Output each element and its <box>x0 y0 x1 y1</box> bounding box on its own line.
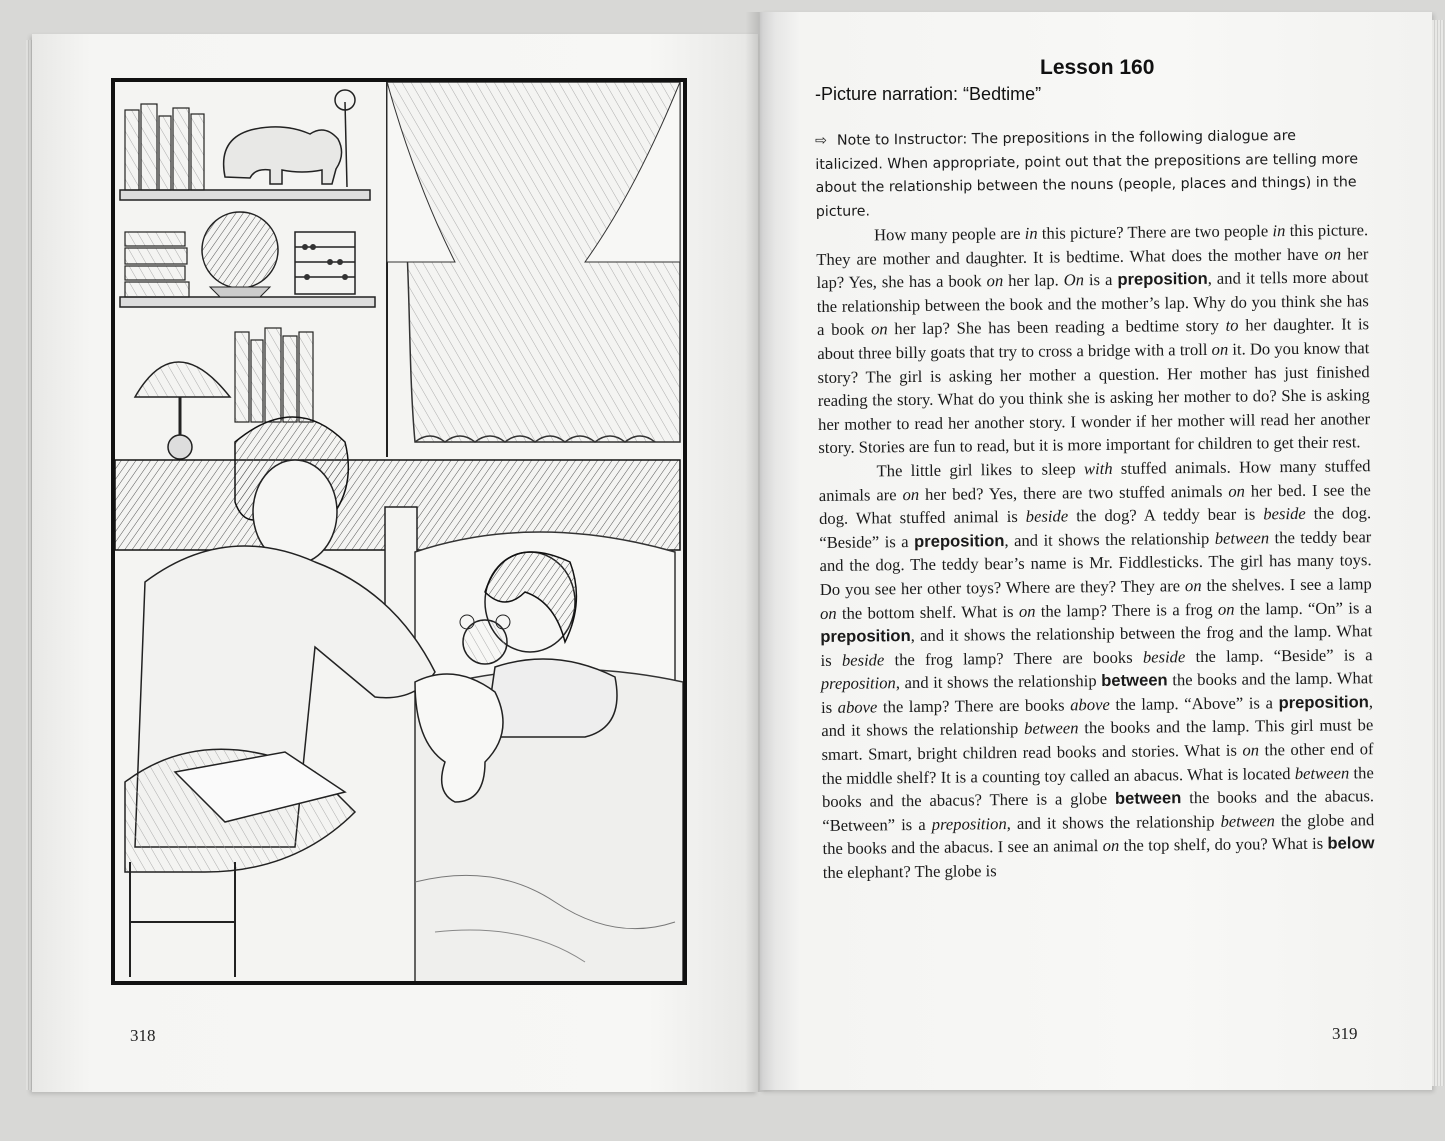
p1-keyword: preposition <box>1117 269 1208 290</box>
p2-prep: on <box>819 603 837 623</box>
p1-prep: On <box>1063 270 1085 290</box>
p2-text: the teddy bear and the dog. The teddy bear’s name is Mr. Fiddlesticks. The girl has many toys. Do you see her other toys? Where are they? They are <box>819 526 1372 599</box>
p1-prep: on <box>986 271 1004 291</box>
right-page-number: 319 <box>1332 1024 1358 1043</box>
p2-prep: on <box>1184 575 1202 596</box>
p2-text: , and it shows the relationship <box>1006 811 1221 833</box>
p1-prep: to <box>1225 315 1239 336</box>
p2-prep: beside <box>1025 506 1069 526</box>
p2-keyword: between <box>1114 788 1182 809</box>
p2-prep: with <box>1083 458 1113 479</box>
p2-prep: above <box>837 697 878 717</box>
book-gutter <box>745 12 775 1092</box>
p2-prep: preposition <box>820 673 896 694</box>
p2-prep: on <box>1242 740 1260 760</box>
p2-text: the lamp. “On” is a <box>1234 597 1373 619</box>
p2-prep: between <box>1294 763 1350 783</box>
p1-prep: on <box>870 319 888 339</box>
instructor-note-text: Note to Instructor: The prepositions in the following dialogue are italicized. When appropriate, point out that the prepositions are telling more about the relationship between the nouns (people, places and things) in the picture. <box>815 127 1359 220</box>
p1-prep: on <box>1211 339 1229 359</box>
arrow-right-icon: ⇨ <box>815 132 828 149</box>
right-page-edge <box>1432 20 1444 1086</box>
p2-prep: beside <box>841 649 885 670</box>
p2-text: stuffed animals. How many stuffed animals are <box>818 456 1371 505</box>
p1-text: her lap? Yes, she has a book <box>816 243 1369 293</box>
p2-text: the lamp? There is a frog <box>1035 599 1218 621</box>
p2-text: the lamp? There are books <box>877 695 1071 717</box>
p2-text: the frog lamp? There are books <box>884 647 1143 669</box>
p2-text: the books and the lamp. This girl must be smart. Smart, bright children read books and stories. What is <box>821 715 1374 765</box>
p2-keyword: preposition <box>1278 692 1369 713</box>
p2-text: the top shelf, do you? What is <box>1119 834 1328 856</box>
p2-text: the bottom shelf. What is <box>836 601 1019 623</box>
p1-text: How many people are <box>874 223 1025 245</box>
p2-text: the elephant? The globe is <box>822 861 997 882</box>
p2-text: the books and the abacus. “Between” is a <box>822 786 1375 835</box>
p2-prep: on <box>1018 601 1036 621</box>
bedtime-illustration <box>111 78 687 985</box>
p2-prep: preposition <box>931 813 1007 834</box>
p2-prep: between <box>1214 527 1270 548</box>
left-page-number: 318 <box>130 1026 156 1045</box>
p1-prep: in <box>1024 223 1038 243</box>
p2-text: , and it shows the relationship between the frog and the lamp. What is <box>820 621 1373 670</box>
p1-text: is a <box>1083 270 1118 290</box>
p2-text: the dog. “Beside” is a <box>819 503 1372 552</box>
p1-prep: in <box>1272 221 1286 241</box>
p2-prep: on <box>902 484 920 504</box>
p2-prep: between <box>1023 718 1079 739</box>
p2-keyword: preposition <box>913 530 1005 551</box>
p2-text: the books and the lamp. What is <box>820 668 1373 717</box>
p2-text: the lamp. “Above” is a <box>1109 693 1279 714</box>
p2-keyword: below <box>1327 833 1375 854</box>
p1-text: her daughter. It is about three billy goats that try to cross a bridge with a troll <box>817 314 1370 363</box>
paragraph-2 <box>818 454 1374 884</box>
p2-text: the other end of the middle shelf? It is a counting toy called an abacus. What is located <box>821 739 1374 788</box>
p2-prep: beside <box>1142 646 1186 667</box>
p2-text: the shelves. I see a lamp <box>1201 574 1372 595</box>
p2-text: her bed. I see the dog. What stuffed animal is <box>818 479 1371 529</box>
p2-text: , and it shows the relationship <box>1004 528 1215 550</box>
lesson-title: Lesson 160 <box>1040 56 1155 79</box>
p1-prep: on <box>1324 244 1342 264</box>
p2-keyword: between <box>1101 670 1168 691</box>
bedtime-drawing <box>115 82 683 981</box>
p2-text: , and it shows the relationship <box>895 671 1102 693</box>
p2-prep: between <box>1220 811 1276 831</box>
lesson-text <box>815 124 1375 884</box>
instructor-note <box>815 124 1368 224</box>
p2-keyword: preposition <box>820 626 911 647</box>
p2-text: the globe and the books and the abacus. I see an animal <box>822 810 1375 859</box>
lesson-subtitle: -Picture narration: “Bedtime” <box>815 84 1042 104</box>
p1-text: her lap? She has been reading a bedtime story <box>887 316 1226 339</box>
p2-prep: above <box>1070 694 1110 715</box>
p2-prep: on <box>1217 599 1235 619</box>
p2-text: her bed? Yes, there are two stuffed animals <box>919 481 1229 504</box>
p1-text: it. Do you know that story? The girl is asking her mother a question. Her mother has just finished reading the story. What do you think she is asking her mother to do? She is asking her mother to read her another story. I wonder if her mother will read her another story. Stories are fun to read, but it is more important for children to get their rest. <box>817 338 1371 458</box>
p2-text: the books and the abacus? There is a globe <box>821 762 1374 812</box>
paragraph-1 <box>816 218 1370 460</box>
p1-text: this picture? There are two people <box>1037 221 1273 243</box>
p2-prep: on <box>1102 836 1120 856</box>
p1-text: , and it tells more about the relationship between the book and the mother’s lap. Why do you think she has a book <box>816 267 1369 340</box>
p2-text: the lamp. “Beside” is a <box>1185 644 1373 666</box>
p1-text: this picture. They are mother and daughter. It is bedtime. What does the mother have <box>816 220 1369 269</box>
p2-prep: on <box>1228 481 1245 501</box>
p2-text: , and it shows the relationship <box>821 692 1374 741</box>
p2-text: The little girl likes to sleep <box>876 459 1085 481</box>
p2-prep: beside <box>1263 504 1306 524</box>
p1-text: her lap. <box>1003 270 1064 291</box>
p2-text: the dog? A teddy bear is <box>1068 504 1264 526</box>
